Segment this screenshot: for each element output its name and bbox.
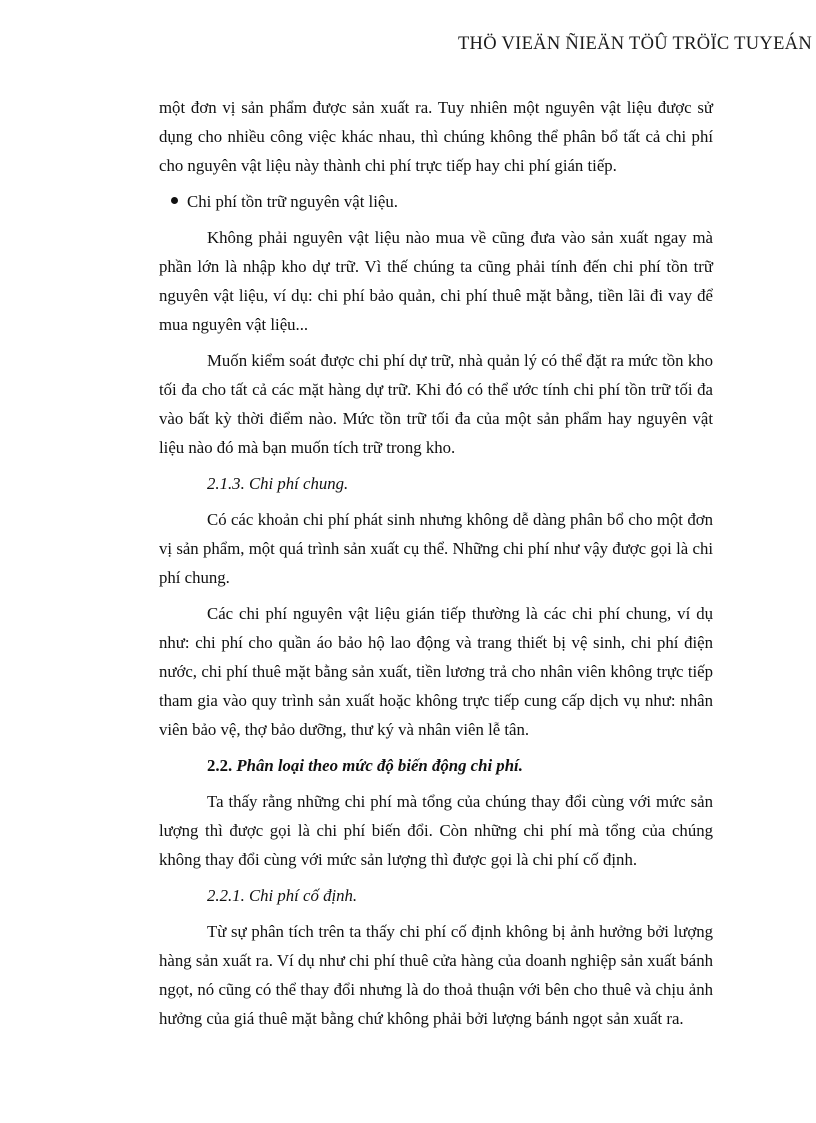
bullet-text: Chi phí tồn trữ nguyên vật liệu. (187, 192, 398, 211)
paragraph-continuation: một đơn vị sản phẩm được sản xuất ra. Tuy nhiên một nguyên vật liệu được sử dụng cho nhiều công việc khác nhau, thì chúng không thể phân bổ tất cả chi phí cho nguyên vật liệu này thành chi phí trực tiếp hay chi phí gián tiếp. (159, 98, 713, 175)
paragraph-storage: Không phải nguyên vật liệu nào mua về cũng đưa vào sản xuất ngay mà phần lớn là nhập kho dự trữ. Vì thế chúng ta cũng phải tính đến chi phí tồn trữ nguyên vật liệu, ví dụ: chi phí bảo quản, chi phí thuê mặt bằng, tiền lãi đi vay để mua nguyên vật liệu... (159, 228, 713, 334)
document-body (159, 93, 713, 1040)
subheading-2-1-3: 2.1.3. Chi phí chung. (207, 474, 349, 493)
section-heading-2-2 (159, 751, 713, 780)
paragraph-overhead-examples: Các chi phí nguyên vật liệu gián tiếp thường là các chi phí chung, ví dụ như: chi phí cho quần áo bảo hộ lao động và trang thiết bị vệ sinh, chi phí điện nước, chi phí thuê mặt bằng sản xuất, tiền lương trả cho nhân viên không trực tiếp tham gia vào quy trình sản xuất hoặc không trực tiếp cung cấp dịch vụ như: nhân viên bảo vệ, thợ bảo dưỡng, thư ký và nhân viên lễ tân. (159, 604, 713, 739)
page-header: THÖ VIEÄN ÑIEÄN TÖÛ TRÖÏC TUYEÁN (457, 34, 812, 54)
paragraph-variable-fixed: Ta thấy rằng những chi phí mà tổng của chúng thay đổi cùng với mức sản lượng thì được gọi là chi phí biến đổi. Còn những chi phí mà tổng của chúng không thay đổi cùng với mức sản lượng thì được gọi là chi phí cố định. (159, 792, 713, 869)
paragraph-fixed-cost: Từ sự phân tích trên ta thấy chi phí cố định không bị ảnh hưởng bởi lượng hàng sản xuất ra. Ví dụ như chi phí thuê cửa hàng của doanh nghiệp sản xuất bánh ngọt, nó cũng có thể thay đổi nhưng là do thoả thuận với bên cho thuê và chịu ảnh hưởng của giá thuê mặt bằng chứ không phải bởi lượng bánh ngọt sản xuất ra. (159, 922, 713, 1028)
bullet-dot-icon (171, 197, 178, 204)
paragraph-overhead-definition: Có các khoản chi phí phát sinh nhưng không dễ dàng phân bổ cho một đơn vị sản phẩm, một quá trình sản xuất cụ thể. Những chi phí như vậy được gọi là chi phí chung. (159, 510, 713, 587)
section-number: 2.2. (207, 756, 233, 775)
section-title: Phân loại theo mức độ biến động chi phí. (236, 756, 523, 775)
paragraph-inventory-control: Muốn kiểm soát được chi phí dự trữ, nhà quản lý có thể đặt ra mức tồn kho tối đa cho tất cả các mặt hàng dự trữ. Khi đó có thể ước tính chi phí tồn trữ tối đa vào bất kỳ thời điểm nào. Mức tồn trữ tối đa của một sản phẩm hay nguyên vật liệu nào đó mà bạn muốn tích trữ trong kho. (159, 351, 713, 457)
bullet-item (159, 187, 713, 216)
subheading-2-2-1: 2.2.1. Chi phí cố định. (207, 886, 358, 905)
